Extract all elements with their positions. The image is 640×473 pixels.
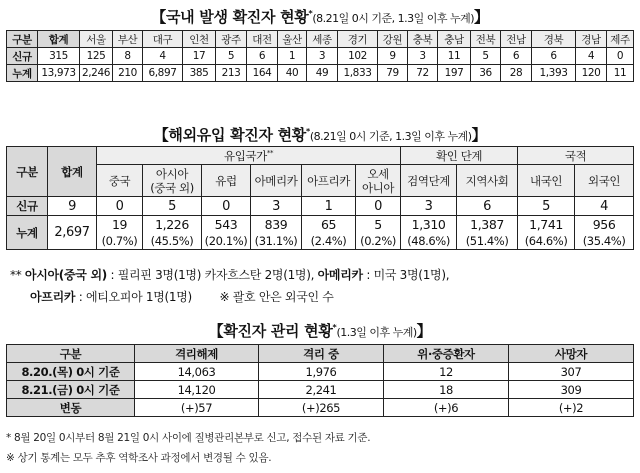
note-africa-label: 아프리카: [30, 290, 76, 304]
overseas-col-total: 합계: [48, 147, 97, 197]
domestic-header-cell: 경북: [532, 31, 576, 48]
overseas-cell: 1,226: [143, 216, 202, 234]
domestic-header-cell: 인천: [183, 31, 216, 48]
overseas-stage-col: 지역사회: [457, 165, 518, 197]
overseas-percent-cell: (35.4%): [575, 234, 634, 250]
domestic-header-cell: 광주: [216, 31, 247, 48]
management-cell: 309: [509, 381, 634, 399]
overseas-nationality-col: 내국인: [518, 165, 575, 197]
domestic-cell: 17: [183, 48, 216, 65]
overseas-percent-cell: (64.6%): [518, 234, 575, 250]
domestic-header-cell: 제주: [607, 31, 634, 48]
domestic-cell: 72: [408, 65, 438, 82]
overseas-cell: 839: [251, 216, 302, 234]
domestic-cell: 210: [113, 65, 143, 82]
domestic-cell: 1,833: [338, 65, 378, 82]
domestic-header-cell: 전남: [501, 31, 532, 48]
domestic-header-cell: 세종: [307, 31, 338, 48]
domestic-cell: 11: [438, 48, 471, 65]
overseas-group-stage: 확인 단계: [401, 147, 518, 165]
row-label: 누계: [7, 65, 38, 82]
domestic-header-cell: 서울: [80, 31, 113, 48]
row-label: 8.21.(금) 0시 기준: [7, 381, 135, 399]
domestic-cell: 13,973: [38, 65, 80, 82]
overseas-stage-col: 검역단계: [401, 165, 457, 197]
overseas-cell: 5: [518, 197, 575, 216]
domestic-cell: 1,393: [532, 65, 576, 82]
overseas-col-gubun: 구분: [7, 147, 48, 197]
domestic-cell: 6: [532, 48, 576, 65]
domestic-cell: 1: [278, 48, 307, 65]
overseas-cell: 1: [302, 197, 356, 216]
domestic-cell: 9: [378, 48, 408, 65]
note-america-text: : 미국 3명(1명),: [366, 268, 450, 282]
overseas-cell: 19: [97, 216, 143, 234]
domestic-cell: 164: [247, 65, 278, 82]
overseas-cell: 956: [575, 216, 634, 234]
domestic-cell: 385: [183, 65, 216, 82]
overseas-percent-cell: (45.5%): [143, 234, 202, 250]
domestic-cell: 40: [278, 65, 307, 82]
management-title: 【확진자 관리 현황*(1.3일 이후 누계)】: [208, 322, 432, 340]
overseas-cell: 0: [97, 197, 143, 216]
overseas-origin-col: 아프리카: [302, 165, 356, 197]
note-africa-text: : 에티오피아 1명(1명): [78, 290, 192, 304]
domestic-header-cell: 대전: [247, 31, 278, 48]
row-label: 신규: [7, 48, 38, 65]
overseas-cell: 5: [143, 197, 202, 216]
management-cell: (+)57: [135, 399, 259, 417]
domestic-cell: 5: [216, 48, 247, 65]
management-cell: 14,063: [135, 363, 259, 381]
overseas-group-nationality: 국적: [518, 147, 634, 165]
overseas-subtitle: (8.21일 0시 기준, 1.3일 이후 누계): [309, 130, 472, 143]
domestic-subtitle: (8.21일 0시 기준, 1.3일 이후 누계): [312, 12, 475, 25]
domestic-cell: 4: [576, 48, 607, 65]
overseas-origin-col: 아메리카: [251, 165, 302, 197]
management-cell: 307: [509, 363, 634, 381]
management-cell: 1,976: [259, 363, 384, 381]
overseas-cell: 2,697: [48, 216, 97, 250]
domestic-header-cell: 강원: [378, 31, 408, 48]
overseas-subheader-row: [7, 165, 634, 197]
management-header-row: [7, 345, 634, 363]
domestic-cell: 120: [576, 65, 607, 82]
overseas-origin-col: 중국: [97, 165, 143, 197]
domestic-cell: 28: [501, 65, 532, 82]
overseas-origin-col: 아시아 (중국 외): [143, 165, 202, 197]
domestic-cell: 6: [501, 48, 532, 65]
overseas-group-origin: 유입국가**: [97, 147, 401, 165]
domestic-cell: 36: [471, 65, 501, 82]
domestic-header-cell: 구분: [7, 31, 38, 48]
domestic-header-cell: 전북: [471, 31, 501, 48]
overseas-table: [6, 146, 634, 250]
overseas-percent-cell: (2.4%): [302, 234, 356, 250]
overseas-note-line2: [30, 288, 334, 305]
management-row: [7, 381, 634, 399]
management-cell: 14,120: [135, 381, 259, 399]
note-asia-text: : 필리핀 3명(1명) 카자흐스탄 2명(1명),: [110, 268, 315, 282]
domestic-cell: 5: [471, 48, 501, 65]
domestic-table: [6, 30, 634, 82]
domestic-header-cell: 대구: [143, 31, 183, 48]
domestic-cell: 8: [113, 48, 143, 65]
overseas-title: 【해외유입 확진자 현황*(8.21일 0시 기준, 1.3일 이후 누계)】: [153, 126, 487, 144]
overseas-cell: 6: [457, 197, 518, 216]
domestic-cell: 3: [307, 48, 338, 65]
management-cell: (+)6: [384, 399, 509, 417]
overseas-percent-cell: (31.1%): [251, 234, 302, 250]
note-america-label: 아메리카: [317, 268, 363, 282]
row-label: 누계: [7, 216, 48, 250]
note-asia-label: 아시아(중국 외): [24, 268, 107, 282]
domestic-cell: 315: [38, 48, 80, 65]
management-row: [7, 399, 634, 417]
management-header-cell: 격리해제: [135, 345, 259, 363]
management-header-cell: 사망자: [509, 345, 634, 363]
domestic-cell: 3: [408, 48, 438, 65]
domestic-cell: 6,897: [143, 65, 183, 82]
overseas-cell: 3: [251, 197, 302, 216]
domestic-header-row: [7, 31, 634, 48]
overseas-cell: 4: [575, 197, 634, 216]
overseas-cell: 0: [356, 197, 401, 216]
row-label: 8.20.(목) 0시 기준: [7, 363, 135, 381]
overseas-nationality-col: 외국인: [575, 165, 634, 197]
domestic-cell: 197: [438, 65, 471, 82]
management-cell: 2,241: [259, 381, 384, 399]
domestic-cell: 125: [80, 48, 113, 65]
overseas-cell: 65: [302, 216, 356, 234]
management-cell: (+)265: [259, 399, 384, 417]
overseas-row-percent: [7, 234, 634, 250]
domestic-title: 【국내 발생 확진자 현황*(8.21일 0시 기준, 1.3일 이후 누계)】: [151, 8, 489, 26]
management-cell: (+)2: [509, 399, 634, 417]
overseas-percent-cell: (48.6%): [401, 234, 457, 250]
footnote-source: * 8월 20일 0시부터 8월 21일 0시 사이에 질병관리본부로 신고, 접수된 자료 기준.: [6, 432, 371, 444]
domestic-header-cell: 충남: [438, 31, 471, 48]
domestic-cell: 102: [338, 48, 378, 65]
domestic-cell: 49: [307, 65, 338, 82]
management-cell: 18: [384, 381, 509, 399]
management-header-cell: 구분: [7, 345, 135, 363]
domestic-row-new: [7, 48, 634, 65]
domestic-cell: 4: [143, 48, 183, 65]
management-subtitle: (1.3일 이후 누계): [336, 326, 417, 339]
overseas-row-cumulative: [7, 216, 634, 234]
overseas-note-line1: ** 아시아(중국 외) : 필리핀 3명(1명) 카자흐스탄 2명(1명), 아메리카 : 미국 3명(1명),: [10, 268, 450, 282]
overseas-cell: 0: [202, 197, 251, 216]
footnote-disclaimer: ※ 상기 통계는 모두 추후 역학조사 과정에서 변경될 수 있음.: [6, 452, 272, 464]
row-label: 변동: [7, 399, 135, 417]
domestic-header-cell: 합계: [38, 31, 80, 48]
overseas-percent-cell: (0.7%): [97, 234, 143, 250]
management-table: [6, 344, 634, 417]
overseas-percent-cell: (51.4%): [457, 234, 518, 250]
domestic-cell: 2,246: [80, 65, 113, 82]
note-parenthesis: ※ 괄호 안은 외국인 수: [219, 290, 334, 304]
overseas-row-new: [7, 197, 634, 216]
domestic-cell: 213: [216, 65, 247, 82]
overseas-group-row: [7, 147, 634, 165]
overseas-cell: 1,310: [401, 216, 457, 234]
overseas-origin-col: 오세 아니아: [356, 165, 401, 197]
overseas-cell: 3: [401, 197, 457, 216]
management-header-cell: 격리 중: [259, 345, 384, 363]
overseas-origin-col: 유럽: [202, 165, 251, 197]
domestic-header-cell: 울산: [278, 31, 307, 48]
overseas-cell: 1,387: [457, 216, 518, 234]
domestic-header-cell: 경남: [576, 31, 607, 48]
domestic-header-cell: 부산: [113, 31, 143, 48]
overseas-cell: 9: [48, 197, 97, 216]
domestic-cell: 79: [378, 65, 408, 82]
overseas-percent-cell: (0.2%): [356, 234, 401, 250]
management-header-cell: 위·중증환자: [384, 345, 509, 363]
overseas-cell: 543: [202, 216, 251, 234]
domestic-header-cell: 경기: [338, 31, 378, 48]
row-label: 신규: [7, 197, 48, 216]
domestic-cell: 0: [607, 48, 634, 65]
overseas-percent-cell: (20.1%): [202, 234, 251, 250]
management-row: [7, 363, 634, 381]
management-cell: 12: [384, 363, 509, 381]
domestic-cell: 11: [607, 65, 634, 82]
domestic-cell: 6: [247, 48, 278, 65]
overseas-cell: 5: [356, 216, 401, 234]
domestic-header-cell: 충북: [408, 31, 438, 48]
overseas-cell: 1,741: [518, 216, 575, 234]
domestic-row-cumulative: [7, 65, 634, 82]
